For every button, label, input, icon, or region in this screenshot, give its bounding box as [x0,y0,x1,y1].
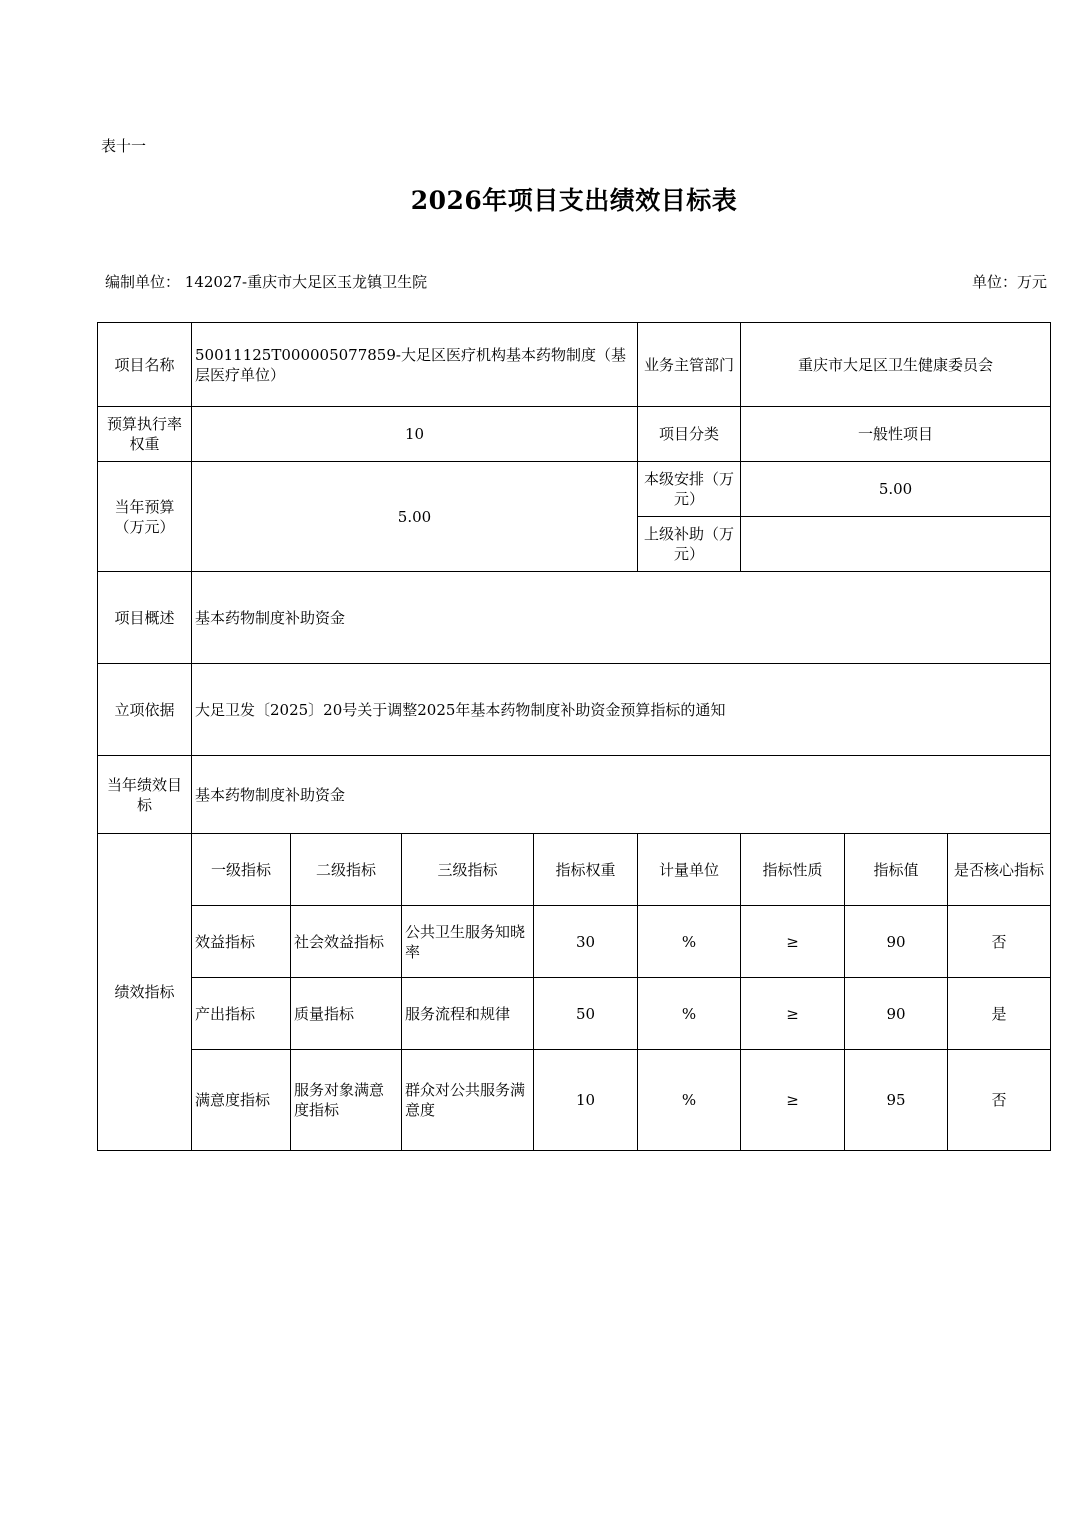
level2-cell: 服务对象满意度指标 [291,1050,402,1151]
table-row [98,978,1051,1050]
weight-cell: 30 [534,906,638,978]
level3-cell: 服务流程和规律 [402,978,534,1050]
performance-table [97,322,1051,1151]
category-label: 项目分类 [638,407,741,462]
sheet-number: 表十一 [101,137,147,155]
weight-cell: 50 [534,978,638,1050]
level2-cell: 社会效益指标 [291,906,402,978]
exec-weight-label: 预算执行率权重 [98,407,192,462]
header-unit: 计量单位 [638,834,741,906]
table-row [98,906,1051,978]
unit-cell: % [638,978,741,1050]
org-value: 142027-重庆市大足区玉龙镇卫生院 [184,273,428,291]
org-line [105,271,427,292]
exec-weight-value: 10 [192,407,638,462]
nature-cell: ≥ [741,1050,845,1151]
level2-cell: 质量指标 [291,978,402,1050]
category-value: 一般性项目 [741,407,1051,462]
unit-cell: % [638,906,741,978]
dept-value: 重庆市大足区卫生健康委员会 [741,323,1051,407]
org-label: 编制单位： [105,273,181,291]
nature-cell: ≥ [741,906,845,978]
project-name-value: 50011125T000005077859-大足区医疗机构基本药物制度（基层医疗单位） [192,323,638,407]
table-row [98,1050,1051,1151]
core-cell: 否 [948,1050,1051,1151]
value-cell: 90 [845,906,948,978]
goal-label: 当年绩效目标 [98,756,192,834]
core-cell: 是 [948,978,1051,1050]
core-cell: 否 [948,906,1051,978]
header-level2: 二级指标 [291,834,402,906]
page-title: 2026年项目支出绩效目标表 [410,186,738,215]
header-core: 是否核心指标 [948,834,1051,906]
level3-cell: 群众对公共服务满意度 [402,1050,534,1151]
overview-value: 基本药物制度补助资金 [192,572,1051,664]
upper-funding-value [741,517,1051,572]
weight-cell: 10 [534,1050,638,1151]
value-cell: 95 [845,1050,948,1151]
header-weight: 指标权重 [534,834,638,906]
level3-cell: 公共卫生服务知晓率 [402,906,534,978]
unit-label: 单位：万元 [971,273,1047,291]
local-funding-label: 本级安排（万元） [638,462,741,517]
header-level3: 三级指标 [402,834,534,906]
basis-value: 大足卫发〔2025〕20号关于调整2025年基本药物制度补助资金预算指标的通知 [192,664,1051,756]
value-cell: 90 [845,978,948,1050]
level1-cell: 满意度指标 [192,1050,291,1151]
overview-label: 项目概述 [98,572,192,664]
goal-value: 基本药物制度补助资金 [192,756,1051,834]
indicators-section-label: 绩效指标 [98,834,192,1151]
level1-cell: 产出指标 [192,978,291,1050]
basis-label: 立项依据 [98,664,192,756]
dept-label: 业务主管部门 [638,323,741,407]
project-name-label: 项目名称 [98,323,192,407]
nature-cell: ≥ [741,978,845,1050]
level1-cell: 效益指标 [192,906,291,978]
upper-funding-label: 上级补助（万元） [638,517,741,572]
budget-value: 5.00 [192,462,638,572]
header-value: 指标值 [845,834,948,906]
budget-label: 当年预算（万元） [98,462,192,572]
header-level1: 一级指标 [192,834,291,906]
unit-cell: % [638,1050,741,1151]
local-funding-value: 5.00 [741,462,1051,517]
header-nature: 指标性质 [741,834,845,906]
